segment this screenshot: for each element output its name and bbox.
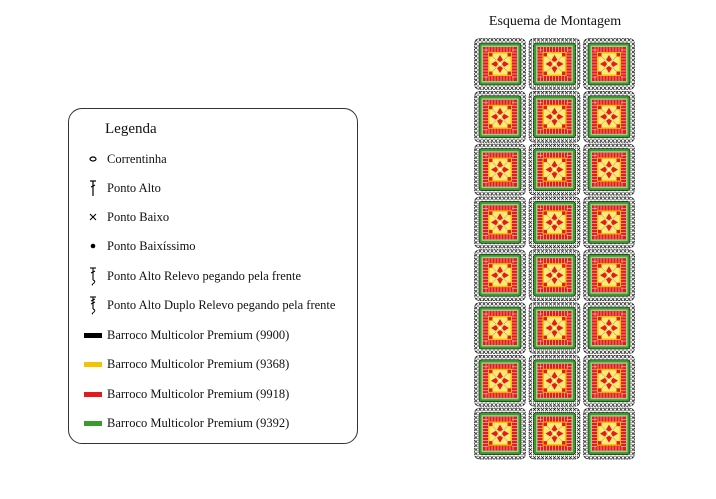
legend-item-slip-stitch: [69, 236, 359, 256]
assembly-scheme: [474, 38, 638, 462]
crochet-square: [474, 302, 526, 354]
legend-item-color-red: [69, 384, 359, 404]
crochet-square: [474, 144, 526, 196]
crochet-square: [583, 408, 635, 460]
legend-item-fptc: [69, 295, 359, 315]
double-crochet-icon: [79, 179, 107, 197]
legend-item-double-crochet: [69, 178, 359, 198]
crochet-square: [529, 302, 581, 354]
legend-label: Ponto Alto Duplo Relevo pegando pela frente: [107, 297, 336, 312]
legend-label: Barroco Multicolor Premium (9900): [107, 327, 290, 342]
legend-label: Barroco Multicolor Premium (9392): [107, 415, 290, 430]
color-swatch-red: [84, 392, 102, 397]
crochet-square: [583, 144, 635, 196]
slip-stitch-icon: [79, 241, 107, 251]
legend-item-color-black: [69, 325, 359, 345]
crochet-square: [529, 38, 581, 90]
front-post-treble-crochet-icon: [79, 295, 107, 315]
legend-item-color-yellow: [69, 354, 359, 374]
legend-label: Correntinha: [107, 151, 167, 166]
crochet-square: [529, 355, 581, 407]
legend-item-color-green: [69, 413, 359, 433]
legend-label: Ponto Baixo: [107, 209, 170, 224]
legend-item-single-crochet: [69, 207, 359, 227]
crochet-square: [474, 249, 526, 301]
legend-item-fpdc: [69, 266, 359, 286]
color-swatch-green: [84, 421, 102, 426]
scheme-title: Esquema de Montagem: [488, 14, 622, 29]
crochet-square: [583, 38, 635, 90]
crochet-square: [529, 249, 581, 301]
crochet-square: [474, 91, 526, 143]
chain-stitch-icon: [79, 155, 107, 163]
crochet-square: [529, 144, 581, 196]
crochet-square: [529, 196, 581, 248]
single-crochet-icon: [79, 212, 107, 222]
front-post-double-crochet-icon: [79, 266, 107, 286]
legend-label: Ponto Alto: [107, 180, 161, 195]
legend-label: Ponto Alto Relevo pegando pela frente: [107, 268, 302, 283]
crochet-square: [474, 355, 526, 407]
crochet-square: [529, 91, 581, 143]
legend-title: Legenda: [105, 121, 157, 137]
legend-label: Barroco Multicolor Premium (9918): [107, 386, 290, 401]
legend-item-chain: [69, 149, 359, 169]
legend-box: [68, 108, 358, 444]
crochet-square: [583, 196, 635, 248]
crochet-square: [474, 408, 526, 460]
crochet-square: [529, 408, 581, 460]
crochet-square: [474, 196, 526, 248]
crochet-square: [583, 302, 635, 354]
color-swatch-yellow: [84, 362, 102, 367]
scheme-grid: [474, 38, 635, 460]
legend-label: Ponto Baixíssimo: [107, 238, 196, 253]
legend-label: Barroco Multicolor Premium (9368): [107, 356, 290, 371]
crochet-square: [583, 91, 635, 143]
color-swatch-black: [84, 333, 102, 338]
crochet-square: [583, 249, 635, 301]
crochet-square: [583, 355, 635, 407]
crochet-square: [474, 38, 526, 90]
